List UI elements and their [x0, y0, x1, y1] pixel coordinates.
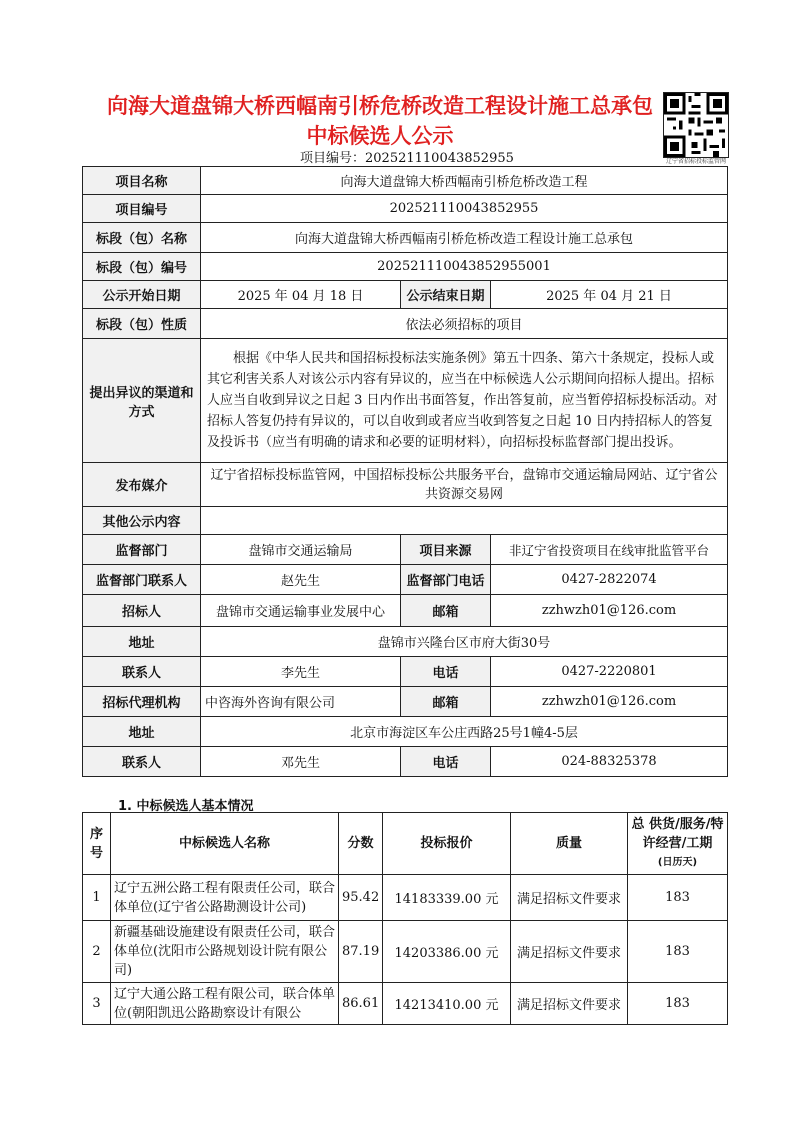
label: 公示结束日期: [401, 281, 491, 309]
row-no: 1: [83, 875, 111, 921]
agency-address-value: 北京市海淀区车公庄西路25号1幢4-5层: [201, 717, 728, 747]
tenderer-email-value: zzhwzh01@126.com: [491, 595, 728, 627]
project-number-line: 项目编号：202521110043852955: [300, 151, 514, 166]
supervisor-value: 盘锦市交通运输局: [201, 535, 401, 565]
label: 项目来源: [401, 535, 491, 565]
tenderer-value: 盘锦市交通运输事业发展中心: [201, 595, 401, 627]
row-quality: 满足招标文件要求: [511, 921, 628, 983]
label: 招标人: [83, 595, 201, 627]
label: 监督部门: [83, 535, 201, 565]
end-date-value: 2025 年 04 月 21 日: [491, 281, 728, 309]
row-period: 183: [628, 921, 728, 983]
notice-info-table: [82, 166, 728, 777]
header-period-main: 总 供货/服务/特许经营/工期: [631, 817, 724, 851]
page-title: 向海大道盘锦大桥西幅南引桥危桥改造工程设计施工总承包: [107, 94, 653, 118]
project-name-value: 向海大道盘锦大桥西幅南引桥危桥改造工程: [201, 167, 728, 195]
label: 地址: [83, 717, 201, 747]
row-score: 87.19: [339, 921, 383, 983]
page-subtitle: 中标候选人公示: [306, 124, 454, 148]
label: 监督部门电话: [401, 565, 491, 595]
header-period-unit: (日历天): [657, 857, 698, 868]
row-quality: 满足招标文件要求: [511, 875, 628, 921]
agency-phone-value: 024-88325378: [491, 747, 728, 777]
header-quality: 质量: [511, 813, 628, 875]
candidates-table: [82, 812, 728, 1025]
section-no-value: 202521110043852955001: [201, 253, 728, 281]
label: 项目编号: [83, 195, 201, 223]
label: 地址: [83, 627, 201, 657]
agency-email-value: zzhwzh01@126.com: [491, 687, 728, 717]
row-no: 2: [83, 921, 111, 983]
tenderer-phone-value: 0427-2220801: [491, 657, 728, 687]
header-name: 中标候选人名称: [111, 813, 339, 875]
sup-contact-value: 赵先生: [201, 565, 401, 595]
sup-phone-value: 0427-2822074: [491, 565, 728, 595]
label: 发布媒介: [83, 463, 201, 507]
label: 提出异议的渠道和方式: [83, 339, 201, 463]
label: 邮箱: [401, 595, 491, 627]
row-period: 183: [628, 875, 728, 921]
row-name: 新疆基础设施建设有限责任公司，联合体单位(沈阳市公路规划设计院有限公司): [111, 921, 339, 983]
objection-text: 根据《中华人民共和国招标投标法实施条例》第五十四条、第六十条规定，投标人或其它利害关系人对该公示内容有异议的，应当在中标候选人公示期间向招标人提出。招标人应当自收到异议之日起 3 日内作出书面答复，作出答复前，应当暂停招标投标活动。对招标人答复仍持有异议的，可以自收到或者应当收到答复之日起 10 日内持招标人的答复及投诉书（应当有明确的请求和必要的证明材料），向招标投标监督部门提出投诉。: [201, 339, 728, 463]
tenderer-contact-value: 李先生: [201, 657, 401, 687]
header-no: 序号: [83, 813, 111, 875]
other-value: [201, 507, 728, 535]
label: 电话: [401, 747, 491, 777]
header-price: 投标报价: [383, 813, 511, 875]
agency-value: 中咨海外咨询有限公司: [201, 687, 401, 717]
row-period: 183: [628, 983, 728, 1025]
label: 招标代理机构: [83, 687, 201, 717]
label: 公示开始日期: [83, 281, 201, 309]
qr-caption: 辽宁省招标投标监管网: [665, 158, 726, 165]
label: 监督部门联系人: [83, 565, 201, 595]
row-price: 14203386.00 元: [383, 921, 511, 983]
label: 标段（包）名称: [83, 223, 201, 253]
label: 标段（包）编号: [83, 253, 201, 281]
section-nature-value: 依法必须招标的项目: [201, 309, 728, 339]
row-quality: 满足招标文件要求: [511, 983, 628, 1025]
label: 电话: [401, 657, 491, 687]
start-date-value: 2025 年 04 月 18 日: [201, 281, 401, 309]
header-period: [628, 813, 728, 875]
label: 联系人: [83, 747, 201, 777]
table-row: [83, 875, 728, 921]
agency-contact-value: 邓先生: [201, 747, 401, 777]
row-price: 14183339.00 元: [383, 875, 511, 921]
source-value: 非辽宁省投资项目在线审批监管平台: [491, 535, 728, 565]
table-row: [83, 983, 728, 1025]
header-score: 分数: [339, 813, 383, 875]
table-row: [83, 921, 728, 983]
row-score: 86.61: [339, 983, 383, 1025]
label: 项目名称: [83, 167, 201, 195]
qr-code-icon: [663, 92, 729, 158]
section-title: 1. 中标候选人基本情况: [118, 799, 254, 814]
label: 其他公示内容: [83, 507, 201, 535]
row-name: 辽宁五洲公路工程有限责任公司，联合体单位(辽宁省公路勘测设计公司): [111, 875, 339, 921]
row-project-name: [83, 167, 728, 195]
section-name-value: 向海大道盘锦大桥西幅南引桥危桥改造工程设计施工总承包: [201, 223, 728, 253]
row-price: 14213410.00 元: [383, 983, 511, 1025]
label: 邮箱: [401, 687, 491, 717]
tenderer-address-value: 盘锦市兴隆台区市府大街30号: [201, 627, 728, 657]
label: 联系人: [83, 657, 201, 687]
label: 标段（包）性质: [83, 309, 201, 339]
media-value: 辽宁省招标投标监管网，中国招标投标公共服务平台，盘锦市交通运输局网站、辽宁省公共资源交易网: [201, 463, 728, 507]
row-no: 3: [83, 983, 111, 1025]
row-score: 95.42: [339, 875, 383, 921]
table-header-row: [83, 813, 728, 875]
row-name: 辽宁大通公路工程有限公司，联合体单位(朝阳凯迅公路勘察设计有限公: [111, 983, 339, 1025]
project-no-value: 202521110043852955: [201, 195, 728, 223]
